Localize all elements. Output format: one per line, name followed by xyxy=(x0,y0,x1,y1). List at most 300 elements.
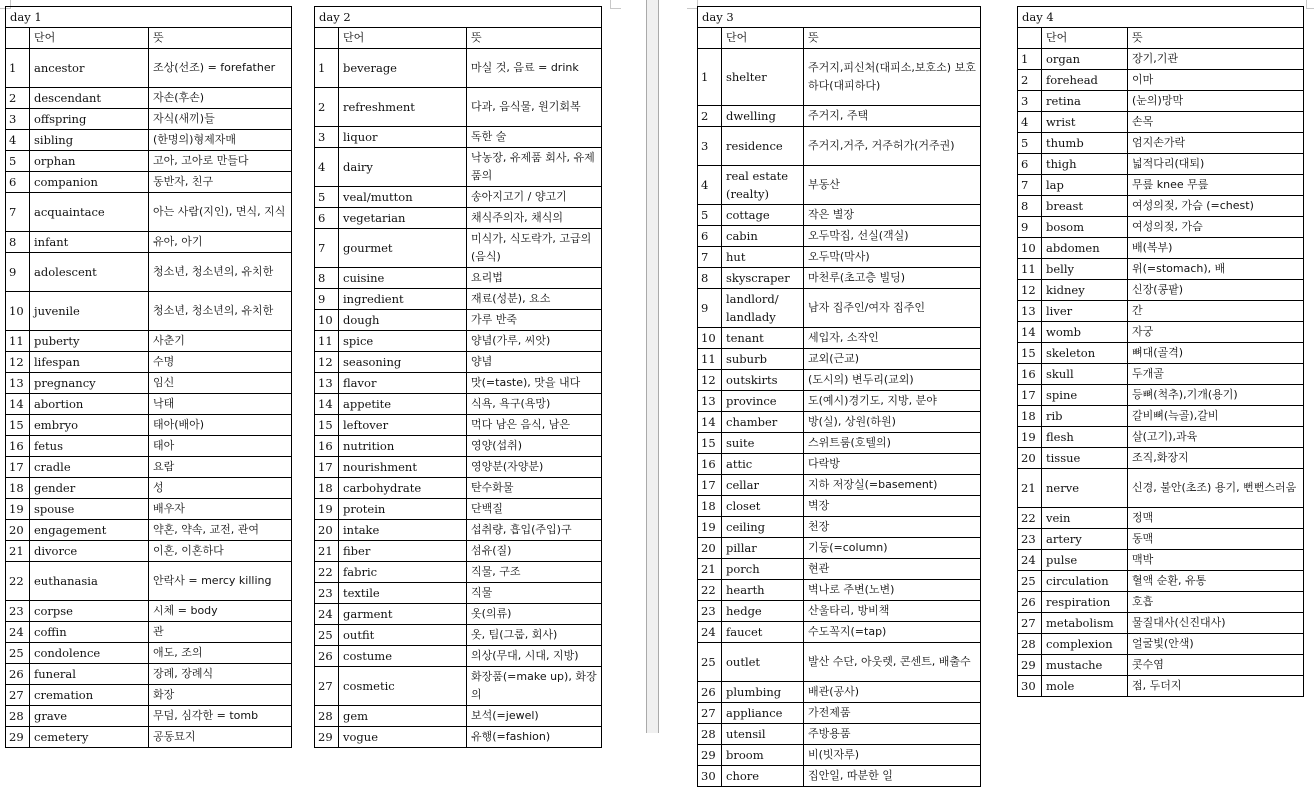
vocab-meaning: 얼굴빛(안색) xyxy=(1128,634,1304,655)
row-number: 20 xyxy=(698,538,722,559)
row-number: 9 xyxy=(315,289,339,310)
vocab-word: womb xyxy=(1042,322,1128,343)
row-number: 18 xyxy=(315,478,339,499)
vocab-meaning: 가루 반죽 xyxy=(467,310,602,331)
vocab-meaning: 유아, 아기 xyxy=(149,232,292,253)
vocab-word: lap xyxy=(1042,175,1128,196)
vocab-meaning: 이마 xyxy=(1128,70,1304,91)
table-row xyxy=(698,166,981,205)
vocab-word: cradle xyxy=(30,457,149,478)
table-row xyxy=(698,580,981,601)
table-row xyxy=(6,415,292,436)
row-number: 14 xyxy=(315,394,339,415)
row-number: 11 xyxy=(698,349,722,370)
vocab-meaning: 벽나로 주변(노변) xyxy=(804,580,981,601)
table-row xyxy=(1018,592,1304,613)
vocab-word: protein xyxy=(339,499,467,520)
vocab-word: flavor xyxy=(339,373,467,394)
vocab-meaning: 옷(의류) xyxy=(467,604,602,625)
vocab-meaning: 안락사 = mercy killing xyxy=(149,562,292,601)
table-row xyxy=(315,520,602,541)
vocab-meaning: 주거지, 주택 xyxy=(804,106,981,127)
column-header-meaning: 뜻 xyxy=(467,28,602,49)
row-number: 26 xyxy=(315,646,339,667)
row-number: 19 xyxy=(6,499,30,520)
vocab-meaning: 혈액 순환, 유통 xyxy=(1128,571,1304,592)
table-row xyxy=(698,622,981,643)
vocab-meaning: 재료(성분), 요소 xyxy=(467,289,602,310)
vocab-word: retina xyxy=(1042,91,1128,112)
table-row xyxy=(1018,154,1304,175)
vocab-word: porch xyxy=(722,559,804,580)
table-header-row xyxy=(6,28,292,49)
row-number: 19 xyxy=(1018,427,1042,448)
vocab-word: ceiling xyxy=(722,517,804,538)
row-number: 14 xyxy=(698,412,722,433)
vocab-meaning: 유행(=fashion) xyxy=(467,727,602,748)
table-row xyxy=(698,127,981,166)
vocab-word: flesh xyxy=(1042,427,1128,448)
vocab-meaning: 물질대사(신진대사) xyxy=(1128,613,1304,634)
vocab-word: chore xyxy=(722,766,804,787)
row-number: 2 xyxy=(1018,70,1042,91)
vocab-word: closet xyxy=(722,496,804,517)
table-row xyxy=(315,127,602,148)
row-number: 24 xyxy=(6,622,30,643)
vocab-word: cosmetic xyxy=(339,667,467,706)
table-row xyxy=(1018,550,1304,571)
row-number: 3 xyxy=(315,127,339,148)
vocab-meaning: 식욕, 욕구(욕망) xyxy=(467,394,602,415)
vocab-meaning: 여성의젖, 가슴 (=chest) xyxy=(1128,196,1304,217)
vocab-word: divorce xyxy=(30,541,149,562)
vocab-meaning: 장례, 장례식 xyxy=(149,664,292,685)
day-title: day 2 xyxy=(315,7,602,28)
row-number: 7 xyxy=(6,193,30,232)
table-row xyxy=(698,766,981,787)
row-number: 20 xyxy=(315,520,339,541)
vocab-meaning: 약혼, 약속, 교전, 관여 xyxy=(149,520,292,541)
vocab-word: outfit xyxy=(339,625,467,646)
vocab-word: sibling xyxy=(30,130,149,151)
vocab-meaning: 살(고기),과육 xyxy=(1128,427,1304,448)
table-row xyxy=(698,247,981,268)
vocab-meaning: 다락방 xyxy=(804,454,981,475)
row-number: 17 xyxy=(6,457,30,478)
vocab-meaning: 넓적다리(대퇴) xyxy=(1128,154,1304,175)
row-number: 13 xyxy=(315,373,339,394)
vocab-meaning: 옷, 팀(그룹, 회사) xyxy=(467,625,602,646)
vocab-meaning: 자궁 xyxy=(1128,322,1304,343)
table-row xyxy=(6,664,292,685)
vocab-word: spice xyxy=(339,331,467,352)
row-number: 15 xyxy=(698,433,722,454)
column-header-number xyxy=(698,28,722,49)
table-row xyxy=(6,130,292,151)
vocab-meaning: 산울타리, 방비책 xyxy=(804,601,981,622)
table-title-row xyxy=(698,7,981,28)
row-number: 14 xyxy=(6,394,30,415)
row-number: 17 xyxy=(315,457,339,478)
row-number: 8 xyxy=(1018,196,1042,217)
table-row xyxy=(698,370,981,391)
vocab-meaning: 주방용품 xyxy=(804,724,981,745)
vocab-meaning: 가전제품 xyxy=(804,703,981,724)
vocab-meaning: 청소년, 청소년의, 유치한 xyxy=(149,292,292,331)
row-number: 24 xyxy=(315,604,339,625)
row-number: 2 xyxy=(698,106,722,127)
table-row xyxy=(698,328,981,349)
row-number: 25 xyxy=(1018,571,1042,592)
vocab-word: corpse xyxy=(30,601,149,622)
vocab-meaning: 벽장 xyxy=(804,496,981,517)
vocab-meaning: 낙태 xyxy=(149,394,292,415)
row-number: 24 xyxy=(1018,550,1042,571)
vocab-word: rib xyxy=(1042,406,1128,427)
row-number: 2 xyxy=(315,88,339,127)
table-row xyxy=(1018,301,1304,322)
vocab-word: refreshment xyxy=(339,88,467,127)
row-number: 29 xyxy=(6,727,30,748)
vocab-word: suburb xyxy=(722,349,804,370)
vocab-word: veal/mutton xyxy=(339,187,467,208)
vocab-word: complexion xyxy=(1042,634,1128,655)
table-row xyxy=(6,253,292,292)
vocab-meaning: 배관(공사) xyxy=(804,682,981,703)
vocab-word: liver xyxy=(1042,301,1128,322)
vocab-word: companion xyxy=(30,172,149,193)
row-number: 3 xyxy=(6,109,30,130)
table-row xyxy=(6,499,292,520)
vocab-meaning: 청소년, 청소년의, 유치한 xyxy=(149,253,292,292)
vocab-meaning: 위(=stomach), 배 xyxy=(1128,259,1304,280)
vocab-meaning: 콧수염 xyxy=(1128,655,1304,676)
vocab-meaning: 송아지고기 / 양고기 xyxy=(467,187,602,208)
vocab-word: cuisine xyxy=(339,268,467,289)
table-row xyxy=(698,538,981,559)
vocab-meaning: 수명 xyxy=(149,352,292,373)
vocab-word: thigh xyxy=(1042,154,1128,175)
row-number: 5 xyxy=(315,187,339,208)
table-row xyxy=(315,268,602,289)
vocab-word: vegetarian xyxy=(339,208,467,229)
table-row xyxy=(698,349,981,370)
vocab-word: nourishment xyxy=(339,457,467,478)
vocab-word: engagement xyxy=(30,520,149,541)
table-row xyxy=(315,148,602,187)
vocab-meaning: 맥박 xyxy=(1128,550,1304,571)
table-row xyxy=(6,331,292,352)
vocab-meaning: 스위트룸(호텔의) xyxy=(804,433,981,454)
vocab-meaning: 먹다 남은 음식, 남은 xyxy=(467,415,602,436)
vocab-word: belly xyxy=(1042,259,1128,280)
table-row xyxy=(698,517,981,538)
day-title: day 4 xyxy=(1018,7,1304,28)
table-row xyxy=(6,436,292,457)
row-number: 5 xyxy=(1018,133,1042,154)
vocab-word: suite xyxy=(722,433,804,454)
vocab-word: intake xyxy=(339,520,467,541)
table-row xyxy=(698,745,981,766)
vocab-word: faucet xyxy=(722,622,804,643)
table-row xyxy=(698,412,981,433)
vocab-word: abdomen xyxy=(1042,238,1128,259)
vocab-word: plumbing xyxy=(722,682,804,703)
vocab-word: adolescent xyxy=(30,253,149,292)
vocab-word: outskirts xyxy=(722,370,804,391)
table-row xyxy=(6,541,292,562)
row-number: 4 xyxy=(315,148,339,187)
vocab-word: cabin xyxy=(722,226,804,247)
table-row xyxy=(315,499,602,520)
vocab-word: organ xyxy=(1042,49,1128,70)
table-title-row xyxy=(315,7,602,28)
row-number: 10 xyxy=(315,310,339,331)
column-header-meaning: 뜻 xyxy=(804,28,981,49)
vocab-meaning: 신경, 불안(초조) 용기, 뻔뻔스러움 xyxy=(1128,469,1304,508)
vocab-meaning: 주거지,거주, 거주허가(거주권) xyxy=(804,127,981,166)
vocab-meaning: 마실 것, 음료 = drink xyxy=(467,49,602,88)
vocab-meaning: 채식주의자, 채식의 xyxy=(467,208,602,229)
vocab-meaning: 동맥 xyxy=(1128,529,1304,550)
vocab-word: tissue xyxy=(1042,448,1128,469)
vocab-word: ancestor xyxy=(30,49,149,88)
vocab-word: shelter xyxy=(722,49,804,106)
vocab-meaning: 화장 xyxy=(149,685,292,706)
row-number: 5 xyxy=(6,151,30,172)
table-row xyxy=(315,706,602,727)
table-row xyxy=(698,601,981,622)
table-row xyxy=(1018,91,1304,112)
row-number: 21 xyxy=(698,559,722,580)
vocab-word: fiber xyxy=(339,541,467,562)
table-title-row xyxy=(1018,7,1304,28)
vocab-word: seasoning xyxy=(339,352,467,373)
row-number: 15 xyxy=(315,415,339,436)
vocab-meaning: 다과, 음식물, 원기회복 xyxy=(467,88,602,127)
vocab-word: spouse xyxy=(30,499,149,520)
row-number: 4 xyxy=(1018,112,1042,133)
vocab-meaning: 천장 xyxy=(804,517,981,538)
page-corner-mark xyxy=(610,0,621,9)
row-number: 22 xyxy=(315,562,339,583)
table-row xyxy=(6,172,292,193)
table-row xyxy=(698,496,981,517)
vocab-word: mustache xyxy=(1042,655,1128,676)
row-number: 8 xyxy=(6,232,30,253)
vocab-meaning: 작은 별장 xyxy=(804,205,981,226)
vocab-meaning: 직물, 구조 xyxy=(467,562,602,583)
column-header-number xyxy=(315,28,339,49)
vocab-meaning: 양념 xyxy=(467,352,602,373)
row-number: 18 xyxy=(698,496,722,517)
table-row xyxy=(315,604,602,625)
row-number: 30 xyxy=(1018,676,1042,697)
table-row xyxy=(315,229,602,268)
row-number: 1 xyxy=(315,49,339,88)
vocab-word: hedge xyxy=(722,601,804,622)
table-row xyxy=(315,208,602,229)
row-number: 3 xyxy=(1018,91,1042,112)
table-row xyxy=(315,415,602,436)
row-number: 6 xyxy=(1018,154,1042,175)
vocab-meaning: 화장품(=make up), 화장의 xyxy=(467,667,602,706)
table-row xyxy=(1018,634,1304,655)
table-row xyxy=(6,88,292,109)
vocab-meaning: (한명의)형제자매 xyxy=(149,130,292,151)
table-row xyxy=(1018,70,1304,91)
vocab-word: grave xyxy=(30,706,149,727)
vocab-meaning: 장기,기관 xyxy=(1128,49,1304,70)
table-row xyxy=(1018,676,1304,697)
table-row xyxy=(315,436,602,457)
table-row xyxy=(315,394,602,415)
table-row xyxy=(6,622,292,643)
day-title: day 1 xyxy=(6,7,292,28)
table-row xyxy=(698,49,981,106)
table-header-row xyxy=(315,28,602,49)
vocab-word: tenant xyxy=(722,328,804,349)
table-row xyxy=(698,106,981,127)
vocab-meaning: 도(예시)경기도, 지방, 분야 xyxy=(804,391,981,412)
row-number: 18 xyxy=(6,478,30,499)
vocab-meaning: 미식가, 식도락가, 고급의(음식) xyxy=(467,229,602,268)
vocab-word: hearth xyxy=(722,580,804,601)
row-number: 11 xyxy=(315,331,339,352)
vocab-meaning: 직물 xyxy=(467,583,602,604)
vocab-word: appliance xyxy=(722,703,804,724)
table-header-row xyxy=(1018,28,1304,49)
vocab-word: bosom xyxy=(1042,217,1128,238)
vocab-meaning: 시체 = body xyxy=(149,601,292,622)
vocab-meaning: 현관 xyxy=(804,559,981,580)
vocab-table-day-3 xyxy=(697,6,981,787)
vocab-word: leftover xyxy=(339,415,467,436)
row-number: 13 xyxy=(6,373,30,394)
table-row xyxy=(6,49,292,88)
vocab-word: kidney xyxy=(1042,280,1128,301)
table-row xyxy=(1018,112,1304,133)
vocab-word: costume xyxy=(339,646,467,667)
row-number: 23 xyxy=(698,601,722,622)
vocab-word: cottage xyxy=(722,205,804,226)
vocab-meaning: 독한 술 xyxy=(467,127,602,148)
vocab-word: spine xyxy=(1042,385,1128,406)
vocab-word: real estate (realty) xyxy=(722,166,804,205)
vocab-word: skyscraper xyxy=(722,268,804,289)
row-number: 19 xyxy=(698,517,722,538)
table-row xyxy=(6,520,292,541)
table-row xyxy=(6,394,292,415)
table-row xyxy=(315,187,602,208)
table-row xyxy=(1018,448,1304,469)
vocab-meaning: 고아, 고아로 만들다 xyxy=(149,151,292,172)
vocab-word: infant xyxy=(30,232,149,253)
table-row xyxy=(6,706,292,727)
vocab-meaning: 임신 xyxy=(149,373,292,394)
row-number: 8 xyxy=(315,268,339,289)
row-number: 23 xyxy=(315,583,339,604)
vocab-word: gourmet xyxy=(339,229,467,268)
column-header-word: 단어 xyxy=(1042,28,1128,49)
vocab-word: fabric xyxy=(339,562,467,583)
vocab-word: textile xyxy=(339,583,467,604)
vocab-meaning: 집안일, 따분한 일 xyxy=(804,766,981,787)
row-number: 26 xyxy=(698,682,722,703)
vocab-word: cemetery xyxy=(30,727,149,748)
row-number: 6 xyxy=(698,226,722,247)
vocab-meaning: 오두막(막사) xyxy=(804,247,981,268)
vocab-word: respiration xyxy=(1042,592,1128,613)
vocab-word: landlord/ landlady xyxy=(722,289,804,328)
vocab-word: skeleton xyxy=(1042,343,1128,364)
table-row xyxy=(1018,133,1304,154)
table-row xyxy=(1018,49,1304,70)
vocab-meaning: 아는 사람(지인), 면식, 지식 xyxy=(149,193,292,232)
vocab-word: euthanasia xyxy=(30,562,149,601)
row-number: 25 xyxy=(698,643,722,682)
row-number: 9 xyxy=(698,289,722,328)
vocab-word: orphan xyxy=(30,151,149,172)
table-row xyxy=(1018,508,1304,529)
vocab-word: coffin xyxy=(30,622,149,643)
vocab-word: vein xyxy=(1042,508,1128,529)
vocab-word: juvenile xyxy=(30,292,149,331)
row-number: 18 xyxy=(1018,406,1042,427)
table-row xyxy=(315,646,602,667)
row-number: 10 xyxy=(698,328,722,349)
row-number: 9 xyxy=(6,253,30,292)
vocab-word: artery xyxy=(1042,529,1128,550)
vocab-meaning: 영양(섭취) xyxy=(467,436,602,457)
column-header-number xyxy=(1018,28,1042,49)
vocab-word: dwelling xyxy=(722,106,804,127)
row-number: 27 xyxy=(698,703,722,724)
table-row xyxy=(6,643,292,664)
table-row xyxy=(315,667,602,706)
table-row xyxy=(1018,175,1304,196)
table-row xyxy=(698,724,981,745)
row-number: 8 xyxy=(698,268,722,289)
table-row xyxy=(698,391,981,412)
table-title-row xyxy=(6,7,292,28)
table-row xyxy=(1018,571,1304,592)
vocab-meaning: 엄지손가락 xyxy=(1128,133,1304,154)
vocab-meaning: 기둥(=column) xyxy=(804,538,981,559)
column-header-meaning: 뜻 xyxy=(1128,28,1304,49)
vocab-meaning: 교외(근교) xyxy=(804,349,981,370)
table-row xyxy=(1018,217,1304,238)
vocab-meaning: 섬유(질) xyxy=(467,541,602,562)
table-row xyxy=(1018,259,1304,280)
vocab-meaning: 요리법 xyxy=(467,268,602,289)
table-row xyxy=(1018,385,1304,406)
vocab-word: forehead xyxy=(1042,70,1128,91)
table-row xyxy=(698,475,981,496)
vocab-word: fetus xyxy=(30,436,149,457)
vocab-meaning: 호흡 xyxy=(1128,592,1304,613)
vocab-meaning: (도시의) 변두리(교외) xyxy=(804,370,981,391)
row-number: 21 xyxy=(6,541,30,562)
vocab-meaning: 세입자, 소작인 xyxy=(804,328,981,349)
row-number: 28 xyxy=(6,706,30,727)
vocab-word: descendant xyxy=(30,88,149,109)
row-number: 15 xyxy=(6,415,30,436)
row-number: 16 xyxy=(1018,364,1042,385)
row-number: 28 xyxy=(1018,634,1042,655)
vocab-meaning: 자식(새끼)들 xyxy=(149,109,292,130)
row-number: 22 xyxy=(698,580,722,601)
